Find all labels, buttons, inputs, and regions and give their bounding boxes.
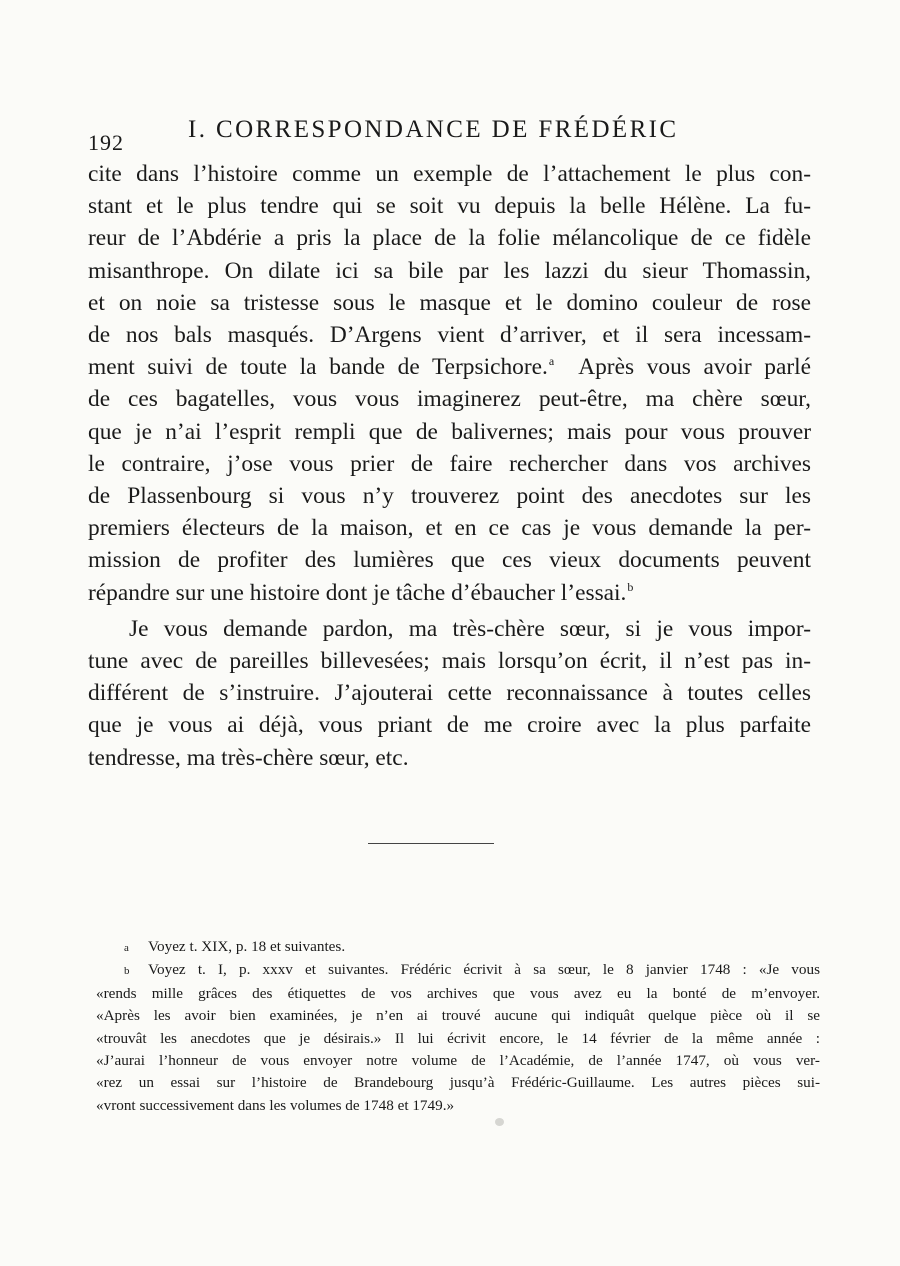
body-line: le contraire, j’ose vous prier de faire rechercher dans vos archives <box>88 450 811 477</box>
footnote-a-text: Voyez t. XIX, p. 18 et suivantes. <box>148 938 346 955</box>
body-line: que je n’ai l’esprit rempli que de balivernes; mais pour vous prouver <box>88 418 811 445</box>
body-line-with-note-a <box>88 351 811 383</box>
note-a-reference[interactable]: a <box>548 354 555 369</box>
body-line: tendresse, ma très-chère sœur, etc. <box>88 744 409 771</box>
footnote-line <box>96 959 820 982</box>
body-line: que je vous ai déjà, vous priant de me croire avec la plus parfaite <box>88 712 811 739</box>
page-number: 192 <box>88 130 124 155</box>
footnote-line: «vront successivement dans les volumes de 1748 et 1749.» <box>96 1096 455 1114</box>
body-line-text: Après vous avoir parlé <box>578 354 811 381</box>
footnote-line: «Après les avoir bien examinées, je n’en ai trouvé aucune qui indiquât quelque pièce où il se <box>96 1007 820 1025</box>
paragraph-1 <box>88 158 811 609</box>
body-line-with-note-b <box>88 577 811 609</box>
body-line: cite dans l’histoire comme un exemple de l’attachement le plus con- <box>88 161 811 187</box>
footnote-line: «trouvât les anecdotes que je désirais.» Il lui écrivit encore, le 14 février de la même année : <box>96 1029 820 1047</box>
body-line-text: répandre sur une histoire dont je tâche d’ébaucher l’essai. <box>88 579 627 606</box>
letter-body <box>88 158 811 774</box>
section-divider <box>368 843 494 844</box>
running-title: I. CORRESPONDANCE DE FRÉDÉRIC <box>188 116 679 143</box>
body-line: de nos bals masqués. D’Argens vient d’arriver, et il sera incessam- <box>88 322 811 349</box>
ink-smudge <box>495 1118 504 1126</box>
footnotes <box>96 936 820 1117</box>
footnote-line <box>96 936 820 959</box>
body-line: différent de s’instruire. J’ajouterai cette reconnaissance à toutes celles <box>88 680 811 707</box>
footnote-line: «rez un essai sur l’histoire de Brandebourg jusqu’à Frédéric-Guillaume. Les autres pièces sui- <box>96 1074 820 1092</box>
note-b-reference[interactable]: b <box>627 579 634 594</box>
footnote-b <box>96 959 820 1117</box>
body-line: premiers électeurs de la maison, et en ce cas je vous demande la per- <box>88 515 811 542</box>
body-line: de Plassenbourg si vous n’y trouverez point des anecdotes sur les <box>88 483 811 510</box>
footnote-line: «rends mille grâces des étiquettes de vos archives que vous avez eu la bonté de m’envoyer. <box>96 984 820 1002</box>
body-line: stant et le plus tendre qui se soit vu depuis la belle Hélène. La fu- <box>88 193 811 220</box>
body-line: Je vous demande pardon, ma très-chère sœur, si je vous impor- <box>129 615 811 642</box>
footnote-line: «J’aurai l’honneur de vous envoyer notre volume de l’Académie, de l’année 1747, où vous ver- <box>96 1052 820 1070</box>
footnote-a-mark: a <box>124 942 129 954</box>
body-line: misanthrope. On dilate ici sa bile par les lazzi du sieur Thomassin, <box>88 257 811 284</box>
body-line: mission de profiter des lumières que ces vieux documents peuvent <box>88 547 811 574</box>
footnote-b-mark: b <box>124 965 130 978</box>
running-header <box>88 112 728 155</box>
body-line: tune avec de pareilles billevesées; mais lorsqu’on écrit, il n’est pas in- <box>88 648 811 675</box>
body-line: et on noie sa tristesse sous le masque et le domino couleur de rose <box>88 289 811 316</box>
body-line-text: ment suivi de toute la bande de Terpsichore. <box>88 354 548 381</box>
body-line: de ces bagatelles, vous vous imaginerez peut-être, ma chère sœur, <box>88 386 811 413</box>
body-line: reur de l’Abdérie a pris la place de la folie mélancolique de ce fidèle <box>88 225 811 252</box>
footnote-b-text: Voyez t. I, p. xxxv et suivantes. Frédéric écrivit à sa sœur, le 8 janvier 1748 : «Je vous <box>148 961 820 979</box>
paragraph-2 <box>88 613 811 774</box>
footnote-a <box>96 936 820 959</box>
